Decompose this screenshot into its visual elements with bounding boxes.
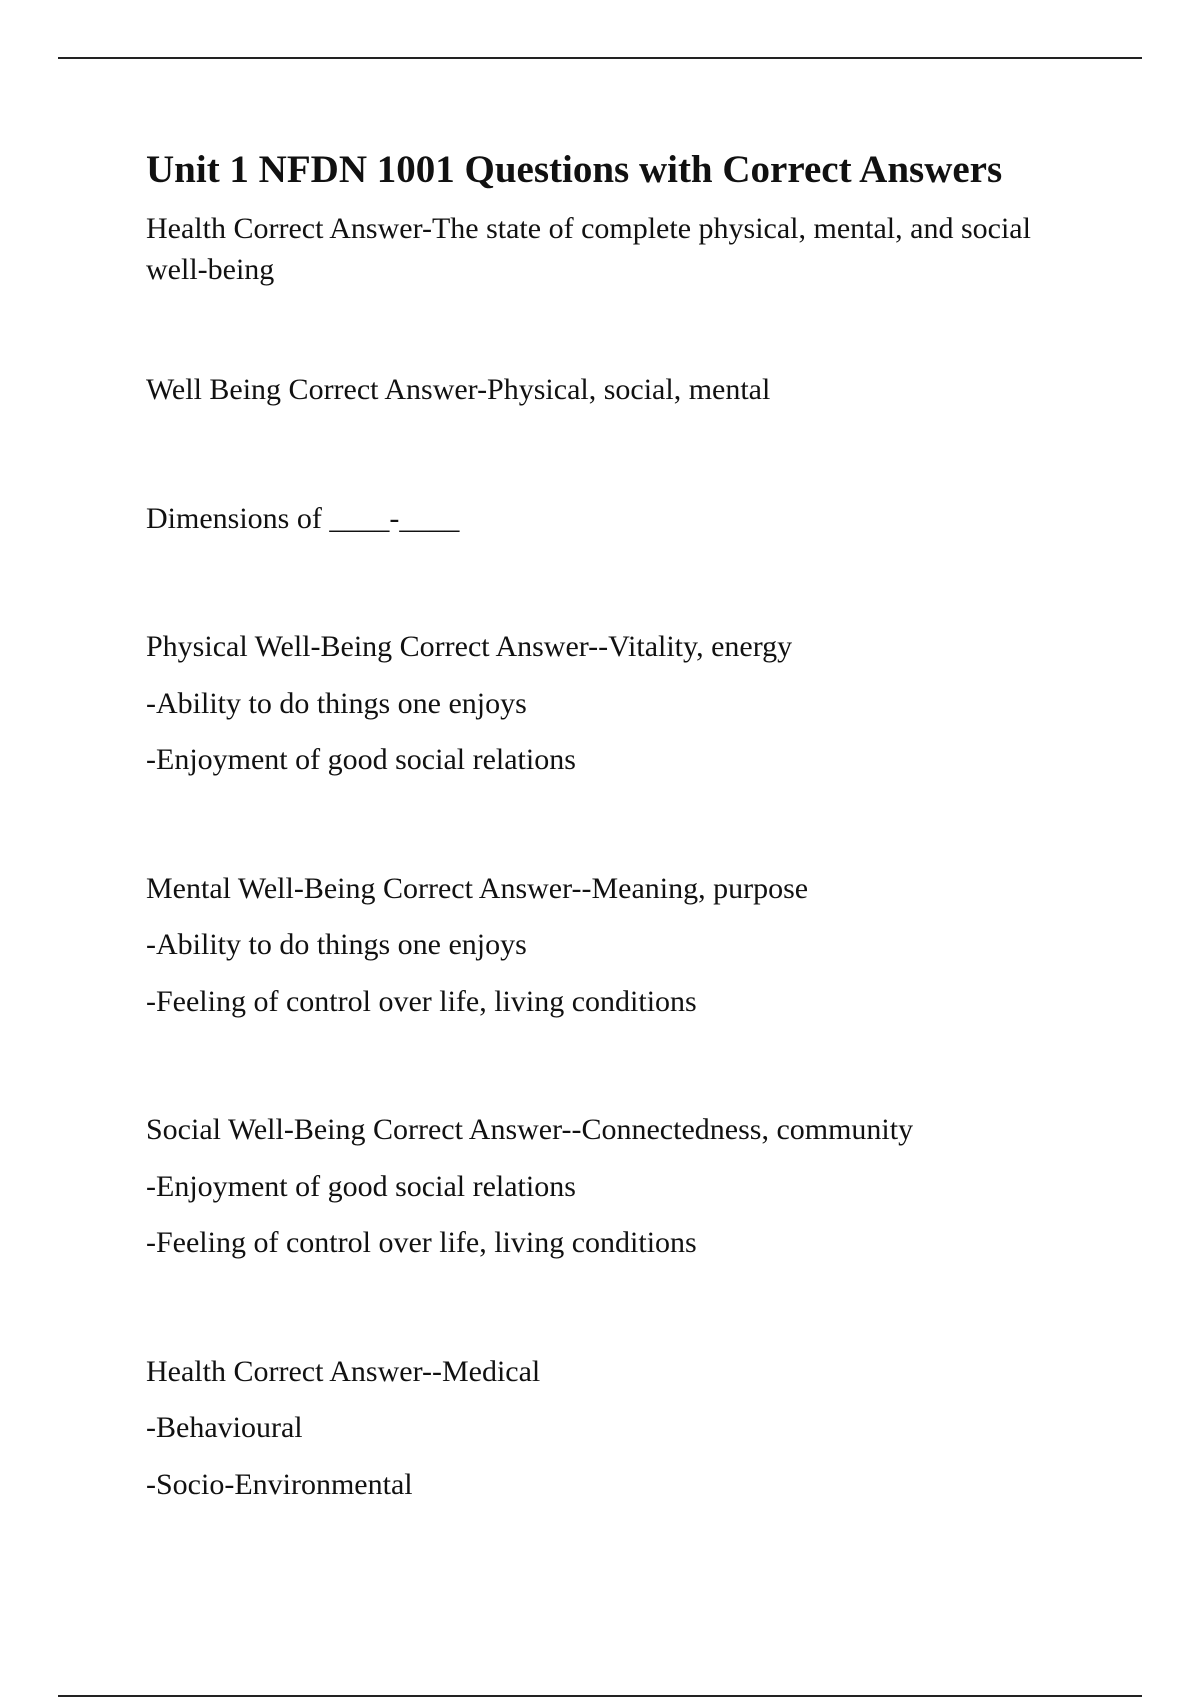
document-body	[146, 140, 1046, 1513]
spacer	[146, 290, 1046, 362]
entry-health-determinants	[146, 1344, 1046, 1514]
entry-line: Physical Well-Being Correct Answer--Vitality, energy	[146, 630, 793, 663]
spacer	[146, 1030, 1046, 1102]
intro-paragraph: Health Correct Answer-The state of complete physical, mental, and social well-being	[146, 212, 1031, 286]
entry-line: -Feeling of control over life, living conditions	[146, 1226, 697, 1259]
entry-line: -Enjoyment of good social relations	[146, 743, 576, 776]
entry-line: -Feeling of control over life, living conditions	[146, 984, 697, 1018]
entry-line: -Behavioural	[146, 1411, 303, 1444]
spacer	[146, 419, 1046, 491]
page-title: Unit 1 NFDN 1001 Questions with Correct Answers	[146, 148, 1003, 191]
entry-line: -Enjoyment of good social relations	[146, 1169, 576, 1203]
entry-line: Social Well-Being Correct Answer--Connectedness, community	[146, 1113, 914, 1146]
entry-line: -Ability to do things one enjoys	[146, 928, 527, 961]
entry-line: Health Correct Answer--Medical	[146, 1354, 541, 1388]
entry-physical-well-being	[146, 619, 1046, 789]
entry-mental-well-being	[146, 861, 1046, 1031]
entry-line: Dimensions of ____-____	[146, 501, 460, 535]
spacer	[146, 1272, 1046, 1344]
entry-well-being	[146, 362, 1046, 419]
entry-line: Mental Well-Being Correct Answer--Meaning, purpose	[146, 871, 809, 905]
header-rule	[58, 57, 1142, 59]
entry-line: -Ability to do things one enjoys	[146, 686, 527, 720]
entry-line: -Socio-Environmental	[146, 1467, 413, 1501]
entry-line: Well Being Correct Answer-Physical, social, mental	[146, 373, 771, 406]
footer-rule	[58, 1695, 1142, 1697]
spacer	[146, 547, 1046, 619]
spacer	[146, 789, 1046, 861]
entry-dimensions	[146, 491, 1046, 548]
entry-social-well-being	[146, 1102, 1046, 1272]
